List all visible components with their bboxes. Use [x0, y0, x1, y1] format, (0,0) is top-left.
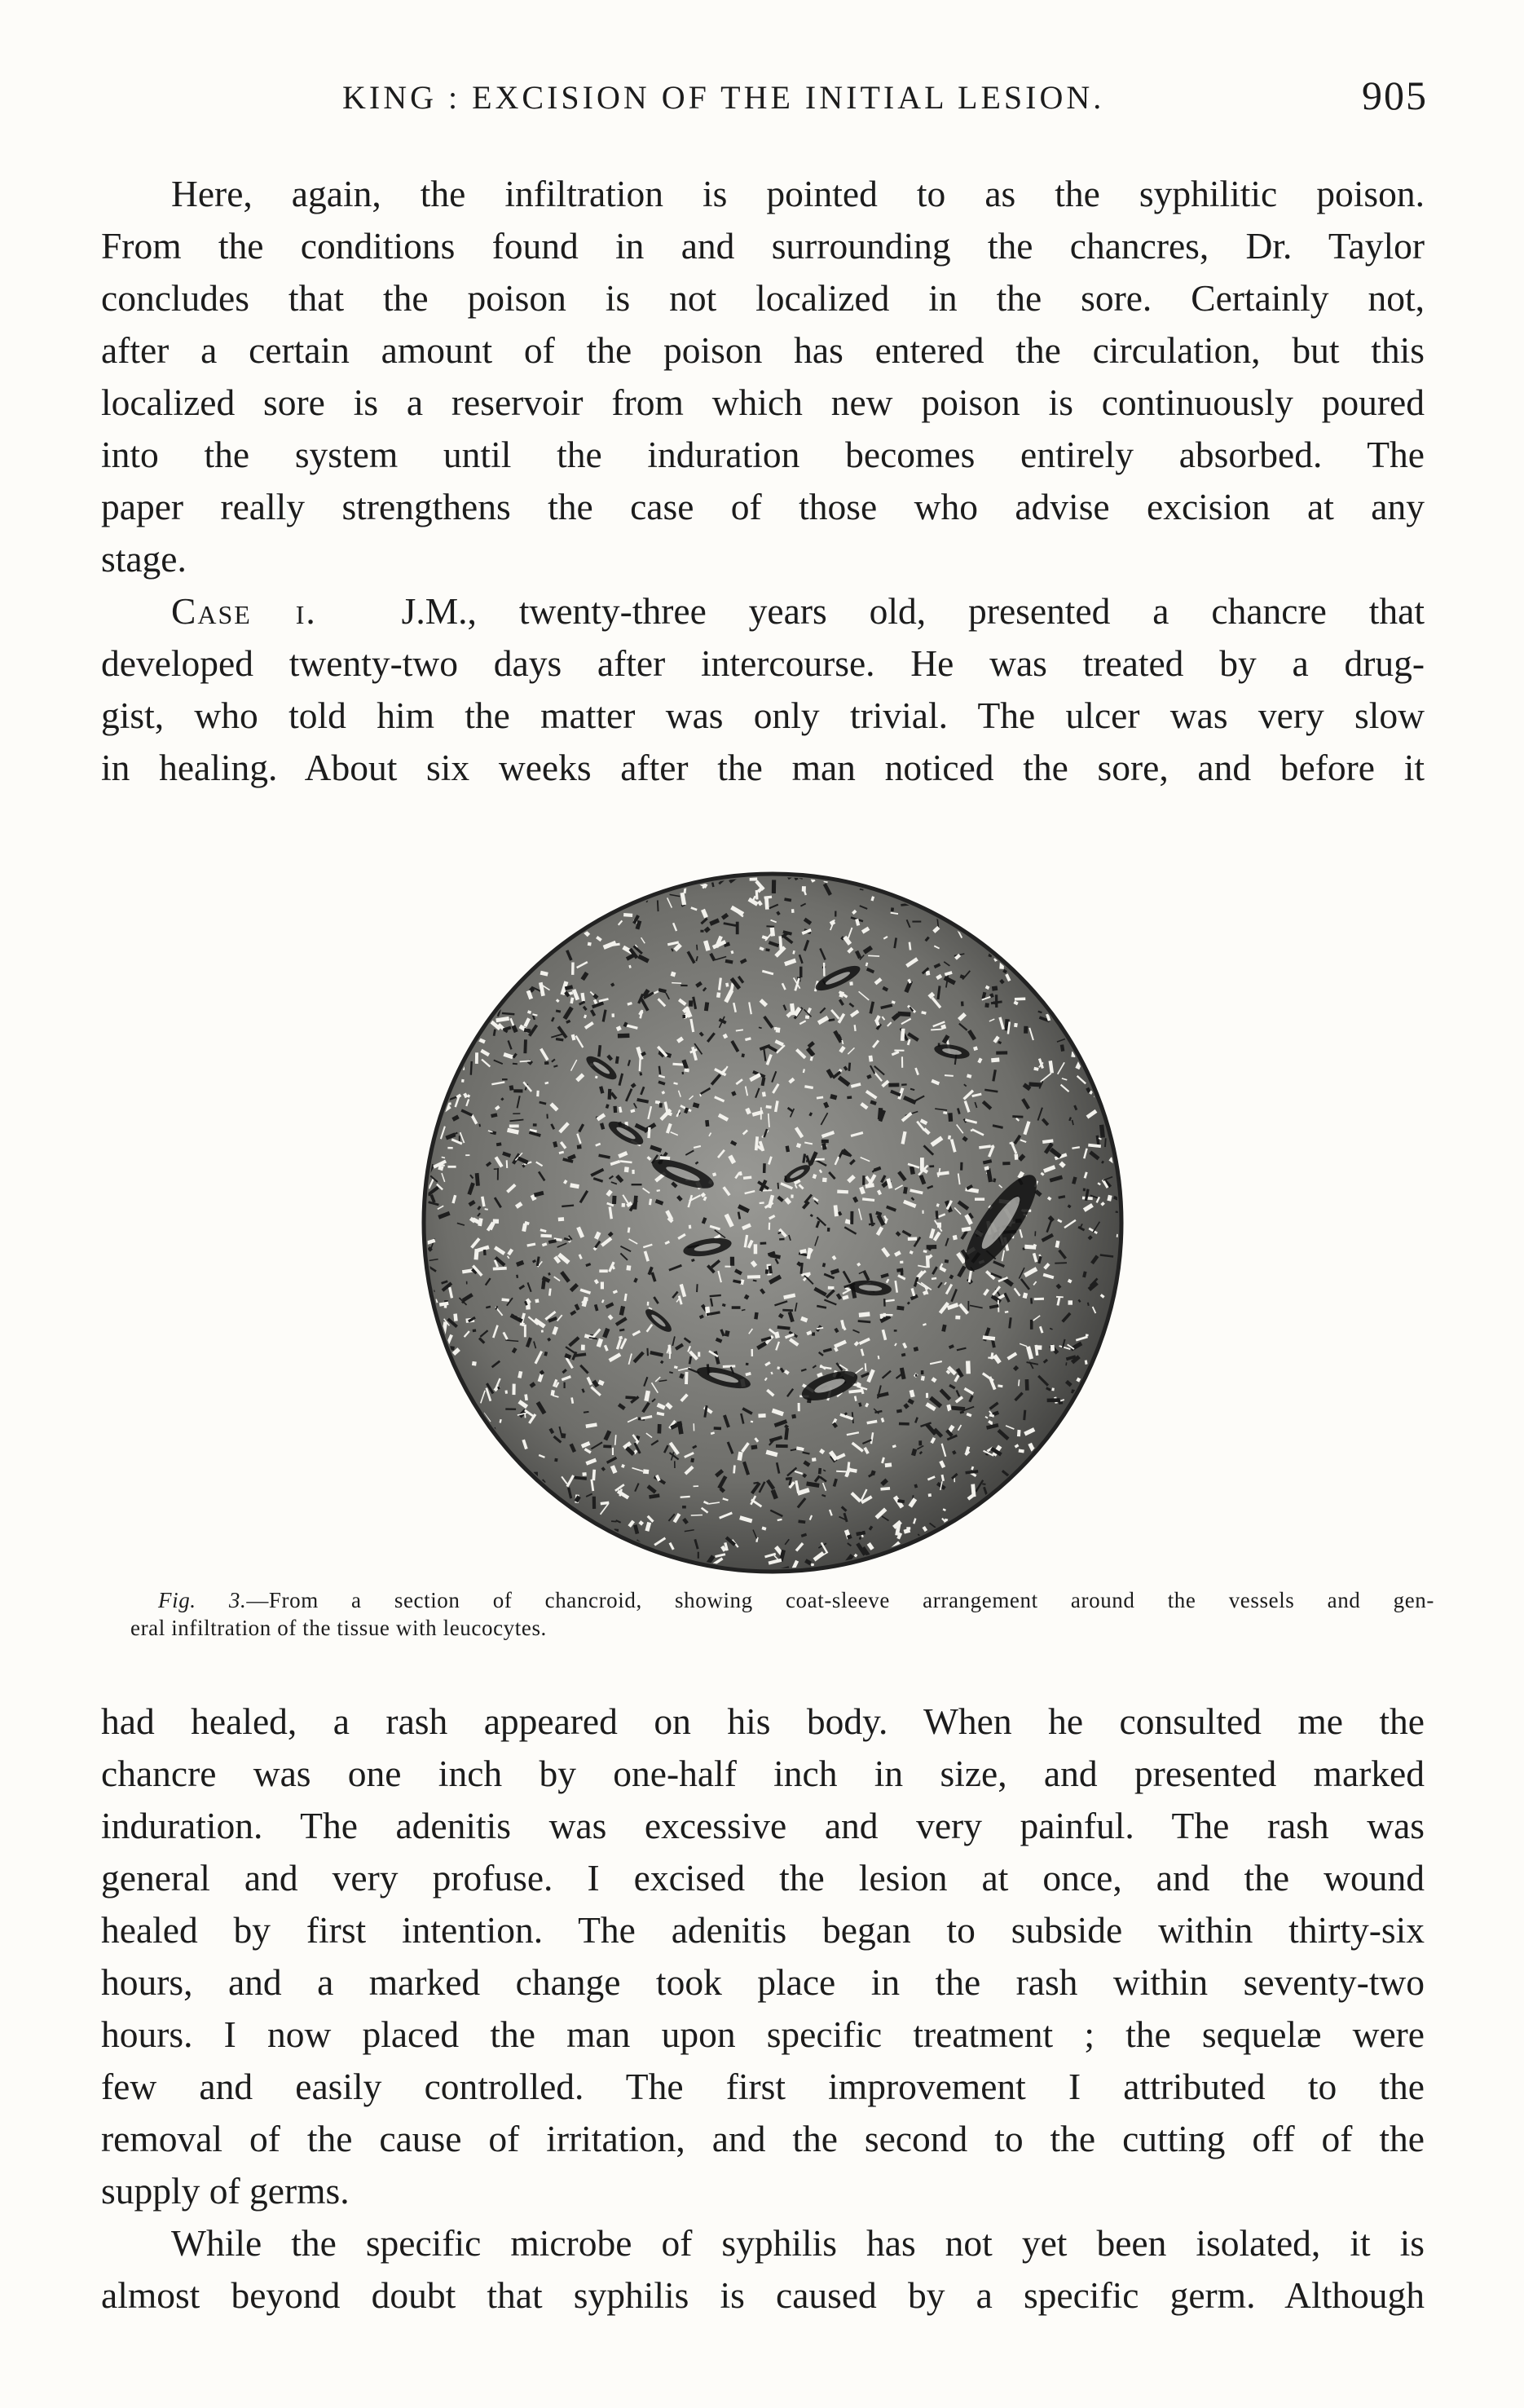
text-line: after a certain amount of the poison has entered the circulation, but this — [101, 329, 1425, 371]
text-line: general and very profuse. I excised the lesion at once, and the wound — [101, 1857, 1425, 1899]
text-line: stage. — [101, 538, 187, 580]
running-title: KING : EXCISION OF THE INITIAL LESION. — [342, 79, 1105, 116]
case-heading-line — [101, 585, 1425, 637]
figure-label: Fig. 3. — [158, 1588, 247, 1612]
text-line: in healing. About six weeks after the man noticed the sore, and before it — [101, 747, 1425, 788]
micrograph-illustration — [414, 864, 1131, 1581]
text-line: few and easily controlled. The first improvement I attributed to the — [101, 2066, 1425, 2107]
text-line: concludes that the poison is not localized in the sore. Certainly not, — [101, 277, 1425, 319]
text-line: supply of germs. — [101, 2170, 350, 2212]
text-line: had healed, a rash appeared on his body. When he consulted me the — [101, 1700, 1425, 1742]
caption-line — [130, 1586, 1434, 1614]
text-line: While the specific microbe of syphilis has not yet been isolated, it is — [171, 2222, 1425, 2264]
text-line: localized sore is a reservoir from which new poison is continuously poured — [101, 381, 1425, 423]
text-line: removal of the cause of irritation, and the second to the cutting off of the — [101, 2118, 1425, 2159]
text-line: paper really strengthens the case of those who advise excision at any — [101, 486, 1425, 527]
text-line: From the conditions found in and surrounding the chancres, Dr. Taylor — [101, 225, 1425, 267]
case-line-rest: J.M., twenty-three years old, presented a chancre that — [401, 590, 1425, 632]
text-line: into the system until the induration becomes entirely absorbed. The — [101, 434, 1425, 475]
caption-line: eral infiltration of the tissue with leucocytes. — [130, 1616, 547, 1640]
text-block-top — [101, 168, 1425, 794]
text-line: hours, and a marked change took place in the rash within seventy-two — [101, 1961, 1425, 2003]
text-line: healed by first intention. The adenitis began to subside within thirty-six — [101, 1909, 1425, 1951]
figure-caption — [130, 1586, 1434, 1642]
figure-illustration — [414, 864, 1131, 1581]
text-line: developed twenty-two days after intercourse. He was treated by a drug- — [101, 642, 1425, 684]
text-line: induration. The adenitis was excessive and very painful. The rash was — [101, 1805, 1425, 1846]
text-line: Here, again, the infiltration is pointed to as the syphilitic poison. — [171, 173, 1425, 214]
case-label: Case i. — [171, 590, 317, 632]
text-line: hours. I now placed the man upon specific treatment ; the sequelæ were — [101, 2013, 1425, 2055]
text-line: chancre was one inch by one-half inch in size, and presented marked — [101, 1753, 1425, 1794]
caption-text: —From a section of chancroid, showing coat-sleeve arrangement around the vessels and gen- — [246, 1588, 1434, 1612]
text-block-bottom — [101, 1696, 1425, 2322]
text-line: gist, who told him the matter was only trivial. The ulcer was very slow — [101, 695, 1425, 736]
page-number: 905 — [1362, 73, 1428, 118]
text-line: almost beyond doubt that syphilis is caused by a specific germ. Although — [101, 2274, 1425, 2316]
